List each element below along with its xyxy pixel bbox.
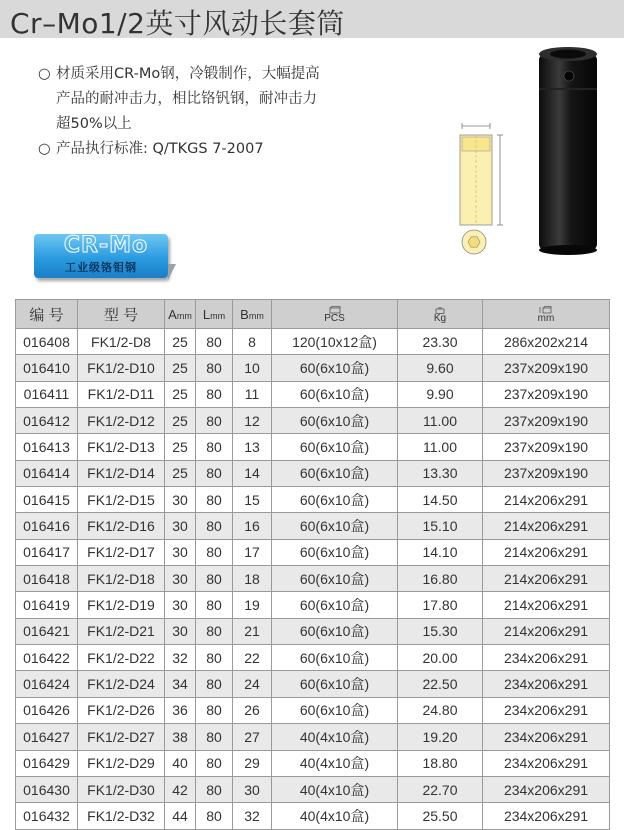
cell-b: 21 bbox=[233, 618, 272, 644]
cell-pcs: 40(4x10盒) bbox=[272, 750, 398, 776]
cell-a: 30 bbox=[165, 618, 196, 644]
header-b bbox=[233, 300, 272, 329]
cell-dimensions: 214x206x291 bbox=[483, 592, 610, 618]
cell-dimensions: 214x206x291 bbox=[483, 513, 610, 539]
table-row bbox=[16, 539, 610, 565]
cell-kg: 9.90 bbox=[398, 381, 483, 407]
cell-kg: 16.80 bbox=[398, 566, 483, 592]
table-row bbox=[16, 408, 610, 434]
cell-a: 30 bbox=[165, 566, 196, 592]
header-mm bbox=[483, 300, 610, 329]
cell-dimensions: 234x206x291 bbox=[483, 697, 610, 723]
bullet-circle: ○ bbox=[38, 141, 51, 157]
bullet-circle: ○ bbox=[38, 66, 51, 82]
badge-subtitle: 工业级铬钼钢 bbox=[65, 261, 137, 274]
cell-a: 42 bbox=[165, 776, 196, 802]
cell-a: 30 bbox=[165, 513, 196, 539]
cell-b: 10 bbox=[233, 355, 272, 381]
cell-dimensions: 234x206x291 bbox=[483, 645, 610, 671]
cell-pcs: 60(6x10盒) bbox=[272, 355, 398, 381]
cell-b: 15 bbox=[233, 487, 272, 513]
cell-a: 44 bbox=[165, 803, 196, 829]
cell-kg: 11.00 bbox=[398, 434, 483, 460]
cell-dimensions: 214x206x291 bbox=[483, 566, 610, 592]
cell-code: 016418 bbox=[16, 566, 78, 592]
cell-model: FK1/2-D10 bbox=[78, 355, 165, 381]
cell-model: FK1/2-D18 bbox=[78, 566, 165, 592]
cell-b: 14 bbox=[233, 460, 272, 486]
table-header-row bbox=[16, 300, 610, 329]
cell-b: 8 bbox=[233, 329, 272, 355]
cell-code: 016408 bbox=[16, 329, 78, 355]
cell-a: 30 bbox=[165, 487, 196, 513]
cell-a: 25 bbox=[165, 460, 196, 486]
cell-a: 34 bbox=[165, 671, 196, 697]
cell-kg: 15.10 bbox=[398, 513, 483, 539]
cell-model: FK1/2-D24 bbox=[78, 671, 165, 697]
cell-dimensions: 237x209x190 bbox=[483, 460, 610, 486]
feature-line bbox=[38, 137, 398, 162]
cell-pcs: 60(6x10盒) bbox=[272, 513, 398, 539]
cell-kg: 13.30 bbox=[398, 460, 483, 486]
cell-model: FK1/2-D19 bbox=[78, 592, 165, 618]
cell-code: 016427 bbox=[16, 724, 78, 750]
cr-mo-badge bbox=[34, 234, 174, 284]
header-kg-label: Kg bbox=[433, 312, 447, 324]
table-row bbox=[16, 487, 610, 513]
cell-b: 17 bbox=[233, 539, 272, 565]
cell-a: 32 bbox=[165, 645, 196, 671]
cell-dimensions: 237x209x190 bbox=[483, 381, 610, 407]
cell-pcs: 60(6x10盒) bbox=[272, 487, 398, 513]
cell-a: 36 bbox=[165, 697, 196, 723]
cell-model: FK1/2-D12 bbox=[78, 408, 165, 434]
cell-model: FK1/2-D14 bbox=[78, 460, 165, 486]
cell-kg: 24.80 bbox=[398, 697, 483, 723]
cell-kg: 22.70 bbox=[398, 776, 483, 802]
cell-code: 016412 bbox=[16, 408, 78, 434]
cell-a: 30 bbox=[165, 539, 196, 565]
feature-text: 超50%以上 bbox=[56, 116, 132, 132]
cell-code: 016424 bbox=[16, 671, 78, 697]
feature-line bbox=[38, 112, 398, 137]
cell-l: 80 bbox=[196, 645, 233, 671]
cell-pcs: 60(6x10盒) bbox=[272, 618, 398, 644]
feature-line bbox=[38, 62, 398, 87]
table-row bbox=[16, 566, 610, 592]
cell-pcs: 60(6x10盒) bbox=[272, 566, 398, 592]
cell-pcs: 60(6x10盒) bbox=[272, 592, 398, 618]
cell-pcs: 60(6x10盒) bbox=[272, 434, 398, 460]
cell-model: FK1/2-D21 bbox=[78, 618, 165, 644]
feature-text: 材质采用CR-Mo钢，冷锻制作，大幅提高 bbox=[56, 66, 320, 82]
socket-drawing bbox=[452, 118, 510, 258]
cell-code: 016419 bbox=[16, 592, 78, 618]
spec-table bbox=[15, 299, 610, 830]
cell-a: 30 bbox=[165, 592, 196, 618]
cell-pcs: 40(4x10盒) bbox=[272, 724, 398, 750]
table-row bbox=[16, 803, 610, 829]
badge-curl bbox=[168, 264, 176, 280]
title-bar bbox=[0, 0, 624, 38]
cell-dimensions: 234x206x291 bbox=[483, 776, 610, 802]
cell-b: 22 bbox=[233, 645, 272, 671]
cell-b: 11 bbox=[233, 381, 272, 407]
cell-code: 016411 bbox=[16, 381, 78, 407]
cell-a: 25 bbox=[165, 434, 196, 460]
header-b-label: B bbox=[240, 306, 249, 322]
cell-l: 80 bbox=[196, 776, 233, 802]
table-row bbox=[16, 381, 610, 407]
cell-pcs: 60(6x10盒) bbox=[272, 697, 398, 723]
table-row bbox=[16, 460, 610, 486]
cell-b: 26 bbox=[233, 697, 272, 723]
cell-b: 32 bbox=[233, 803, 272, 829]
cell-pcs: 120(10x12盒) bbox=[272, 329, 398, 355]
table-row bbox=[16, 355, 610, 381]
cell-dimensions: 234x206x291 bbox=[483, 671, 610, 697]
cell-pcs: 40(4x10盒) bbox=[272, 803, 398, 829]
cell-code: 016430 bbox=[16, 776, 78, 802]
cell-code: 016414 bbox=[16, 460, 78, 486]
cell-pcs: 60(6x10盒) bbox=[272, 671, 398, 697]
cell-b: 16 bbox=[233, 513, 272, 539]
cell-kg: 9.60 bbox=[398, 355, 483, 381]
cell-l: 80 bbox=[196, 566, 233, 592]
cell-pcs: 40(4x10盒) bbox=[272, 776, 398, 802]
cell-l: 80 bbox=[196, 355, 233, 381]
cell-kg: 20.00 bbox=[398, 645, 483, 671]
table-row bbox=[16, 724, 610, 750]
cell-l: 80 bbox=[196, 408, 233, 434]
cell-model: FK1/2-D8 bbox=[78, 329, 165, 355]
header-l-unit: mm bbox=[210, 310, 226, 321]
cell-b: 18 bbox=[233, 566, 272, 592]
cell-l: 80 bbox=[196, 513, 233, 539]
cell-code: 016416 bbox=[16, 513, 78, 539]
cell-dimensions: 214x206x291 bbox=[483, 539, 610, 565]
cell-b: 12 bbox=[233, 408, 272, 434]
cell-kg: 14.50 bbox=[398, 487, 483, 513]
header-code: 编 号 bbox=[16, 300, 78, 329]
cell-a: 25 bbox=[165, 355, 196, 381]
cell-l: 80 bbox=[196, 592, 233, 618]
cell-b: 19 bbox=[233, 592, 272, 618]
cell-pcs: 60(6x10盒) bbox=[272, 460, 398, 486]
cell-dimensions: 234x206x291 bbox=[483, 803, 610, 829]
table-body bbox=[16, 329, 610, 830]
cell-a: 25 bbox=[165, 381, 196, 407]
cell-code: 016413 bbox=[16, 434, 78, 460]
feature-line bbox=[38, 87, 398, 112]
cell-l: 80 bbox=[196, 460, 233, 486]
cell-dimensions: 237x209x190 bbox=[483, 355, 610, 381]
page-title: Cr–Mo1/2英寸风动长套筒 bbox=[10, 7, 345, 40]
cell-dimensions: 234x206x291 bbox=[483, 750, 610, 776]
header-model: 型 号 bbox=[78, 300, 165, 329]
cell-kg: 23.30 bbox=[398, 329, 483, 355]
cell-dimensions: 237x209x190 bbox=[483, 434, 610, 460]
header-mm-label: mm bbox=[537, 312, 555, 324]
cell-l: 80 bbox=[196, 487, 233, 513]
badge-code: CR-Mo bbox=[63, 233, 149, 258]
cell-code: 016429 bbox=[16, 750, 78, 776]
header-l bbox=[196, 300, 233, 329]
table-row bbox=[16, 776, 610, 802]
cell-model: FK1/2-D30 bbox=[78, 776, 165, 802]
cell-kg: 11.00 bbox=[398, 408, 483, 434]
cell-l: 80 bbox=[196, 724, 233, 750]
feature-text: 产品执行标准: Q/TKGS 7-2007 bbox=[56, 141, 264, 157]
cell-l: 80 bbox=[196, 671, 233, 697]
header-a bbox=[165, 300, 196, 329]
cell-kg: 25.50 bbox=[398, 803, 483, 829]
cell-model: FK1/2-D17 bbox=[78, 539, 165, 565]
table-row bbox=[16, 750, 610, 776]
cell-l: 80 bbox=[196, 697, 233, 723]
cell-code: 016415 bbox=[16, 487, 78, 513]
cell-l: 80 bbox=[196, 803, 233, 829]
cell-b: 29 bbox=[233, 750, 272, 776]
cell-b: 30 bbox=[233, 776, 272, 802]
table-row bbox=[16, 592, 610, 618]
cell-pcs: 60(6x10盒) bbox=[272, 381, 398, 407]
header-pcs-label: PCS bbox=[324, 312, 345, 324]
table-row bbox=[16, 645, 610, 671]
cell-a: 38 bbox=[165, 724, 196, 750]
cell-code: 016410 bbox=[16, 355, 78, 381]
cell-model: FK1/2-D29 bbox=[78, 750, 165, 776]
table-row bbox=[16, 671, 610, 697]
cell-model: FK1/2-D13 bbox=[78, 434, 165, 460]
cell-kg: 18.80 bbox=[398, 750, 483, 776]
cell-model: FK1/2-D16 bbox=[78, 513, 165, 539]
cell-l: 80 bbox=[196, 434, 233, 460]
cell-l: 80 bbox=[196, 539, 233, 565]
cell-model: FK1/2-D11 bbox=[78, 381, 165, 407]
cell-pcs: 60(6x10盒) bbox=[272, 539, 398, 565]
cell-b: 24 bbox=[233, 671, 272, 697]
feature-text: 产品的耐冲击力，相比铬钒钢，耐冲击力 bbox=[56, 91, 317, 107]
cell-model: FK1/2-D32 bbox=[78, 803, 165, 829]
header-l-label: L bbox=[202, 306, 211, 322]
table-row bbox=[16, 697, 610, 723]
cell-b: 27 bbox=[233, 724, 272, 750]
table-row bbox=[16, 434, 610, 460]
cell-pcs: 60(6x10盒) bbox=[272, 645, 398, 671]
cell-dimensions: 214x206x291 bbox=[483, 618, 610, 644]
cell-pcs: 60(6x10盒) bbox=[272, 408, 398, 434]
cell-kg: 15.30 bbox=[398, 618, 483, 644]
cell-l: 80 bbox=[196, 618, 233, 644]
cell-dimensions: 237x209x190 bbox=[483, 408, 610, 434]
header-a-unit: mm bbox=[176, 310, 192, 321]
cell-code: 016422 bbox=[16, 645, 78, 671]
table-row bbox=[16, 513, 610, 539]
table-row bbox=[16, 618, 610, 644]
cell-dimensions: 286x202x214 bbox=[483, 329, 610, 355]
cell-b: 13 bbox=[233, 434, 272, 460]
cell-kg: 17.80 bbox=[398, 592, 483, 618]
cell-l: 80 bbox=[196, 381, 233, 407]
cell-code: 016432 bbox=[16, 803, 78, 829]
table-row bbox=[16, 329, 610, 355]
cell-code: 016421 bbox=[16, 618, 78, 644]
cell-kg: 14.10 bbox=[398, 539, 483, 565]
header-b-unit: mm bbox=[248, 310, 264, 321]
cell-dimensions: 214x206x291 bbox=[483, 487, 610, 513]
cell-a: 40 bbox=[165, 750, 196, 776]
cell-code: 016426 bbox=[16, 697, 78, 723]
cell-code: 016417 bbox=[16, 539, 78, 565]
cell-a: 25 bbox=[165, 329, 196, 355]
header-a-label: A bbox=[168, 306, 177, 322]
cell-l: 80 bbox=[196, 750, 233, 776]
feature-list bbox=[38, 62, 398, 162]
cell-model: FK1/2-D22 bbox=[78, 645, 165, 671]
cell-l: 80 bbox=[196, 329, 233, 355]
header-pcs bbox=[272, 300, 398, 329]
cell-a: 25 bbox=[165, 408, 196, 434]
socket-photo bbox=[523, 40, 613, 258]
cell-dimensions: 234x206x291 bbox=[483, 724, 610, 750]
cell-kg: 19.20 bbox=[398, 724, 483, 750]
cell-model: FK1/2-D27 bbox=[78, 724, 165, 750]
cell-model: FK1/2-D15 bbox=[78, 487, 165, 513]
cell-model: FK1/2-D26 bbox=[78, 697, 165, 723]
cell-kg: 22.50 bbox=[398, 671, 483, 697]
header-kg bbox=[398, 300, 483, 329]
